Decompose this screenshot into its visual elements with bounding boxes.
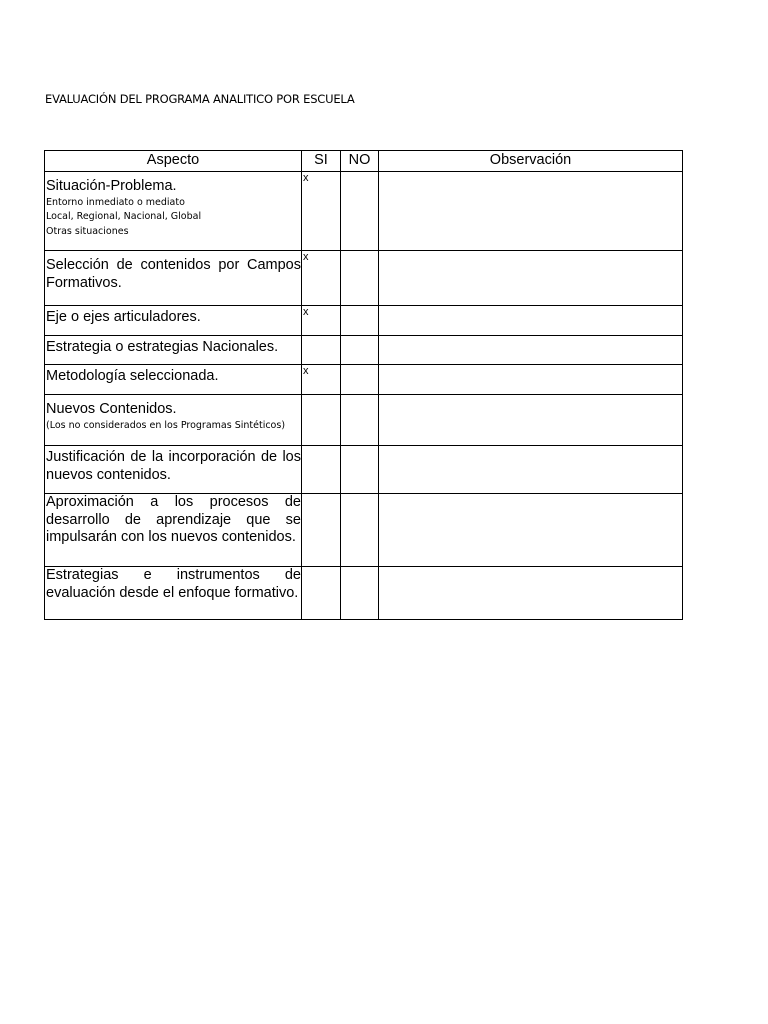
si-cell[interactable] <box>302 567 341 620</box>
aspecto-cell: Eje o ejes articuladores. <box>45 306 302 336</box>
table-row <box>45 395 683 446</box>
aspecto-note: (Los no considerados en los Programas Sintéticos) <box>46 419 286 431</box>
observacion-cell[interactable] <box>379 251 683 306</box>
table-row <box>45 567 683 620</box>
observacion-cell[interactable] <box>379 446 683 494</box>
no-cell[interactable] <box>341 172 379 251</box>
aspecto-cell <box>45 395 302 446</box>
check-mark: x <box>303 251 309 263</box>
evaluation-table <box>44 150 683 620</box>
aspecto-cell: Selección de contenidos por Campos Formativos. <box>45 251 302 306</box>
no-cell[interactable] <box>341 446 379 494</box>
aspecto-cell: Estrategias e instrumentos de evaluación desde el enfoque formativo. <box>45 567 302 620</box>
no-cell[interactable] <box>341 567 379 620</box>
check-mark: x <box>303 172 309 184</box>
si-cell[interactable] <box>302 251 341 306</box>
observacion-cell[interactable] <box>379 494 683 567</box>
header-aspecto: Aspecto <box>45 151 302 172</box>
si-cell[interactable] <box>302 172 341 251</box>
si-cell[interactable] <box>302 336 341 365</box>
aspecto-detail: Local, Regional, Nacional, Global <box>46 211 202 222</box>
aspecto-detail: Entorno inmediato o mediato <box>46 196 185 208</box>
aspecto-cell <box>45 172 302 251</box>
aspecto-cell: Aproximación a los procesos de desarrollo de aprendizaje que se impulsarán con los nuevos contenidos. <box>45 494 302 567</box>
observacion-cell[interactable] <box>379 336 683 365</box>
no-cell[interactable] <box>341 306 379 336</box>
observacion-cell[interactable] <box>379 306 683 336</box>
table-row <box>45 172 683 251</box>
no-cell[interactable] <box>341 395 379 446</box>
aspecto-cell: Justificación de la incorporación de los nuevos contenidos. <box>45 446 302 494</box>
si-cell[interactable] <box>302 306 341 336</box>
table-row <box>45 446 683 494</box>
check-mark: x <box>303 306 309 318</box>
observacion-cell[interactable] <box>379 172 683 251</box>
check-mark: x <box>303 365 309 377</box>
si-cell[interactable] <box>302 494 341 567</box>
table-row <box>45 251 683 306</box>
aspecto-label: Situación-Problema. <box>46 178 177 194</box>
aspecto-cell: Metodología seleccionada. <box>45 365 302 395</box>
no-cell[interactable] <box>341 365 379 395</box>
document-title: EVALUACIÓN DEL PROGRAMA ANALITICO POR ESCUELA <box>45 92 355 106</box>
si-cell[interactable] <box>302 395 341 446</box>
table-row <box>45 494 683 567</box>
header-si: SI <box>302 151 341 172</box>
table-row <box>45 365 683 395</box>
no-cell[interactable] <box>341 251 379 306</box>
no-cell[interactable] <box>341 494 379 567</box>
si-cell[interactable] <box>302 365 341 395</box>
table-row <box>45 336 683 365</box>
aspecto-label: Nuevos Contenidos. <box>46 401 177 417</box>
header-no: NO <box>341 151 379 172</box>
table-header-row <box>45 151 683 172</box>
aspecto-detail: Otras situaciones <box>46 225 129 237</box>
no-cell[interactable] <box>341 336 379 365</box>
table-row <box>45 306 683 336</box>
si-cell[interactable] <box>302 446 341 494</box>
header-observacion: Observación <box>379 151 683 172</box>
observacion-cell[interactable] <box>379 365 683 395</box>
aspecto-cell: Estrategia o estrategias Nacionales. <box>45 336 302 365</box>
observacion-cell[interactable] <box>379 567 683 620</box>
observacion-cell[interactable] <box>379 395 683 446</box>
